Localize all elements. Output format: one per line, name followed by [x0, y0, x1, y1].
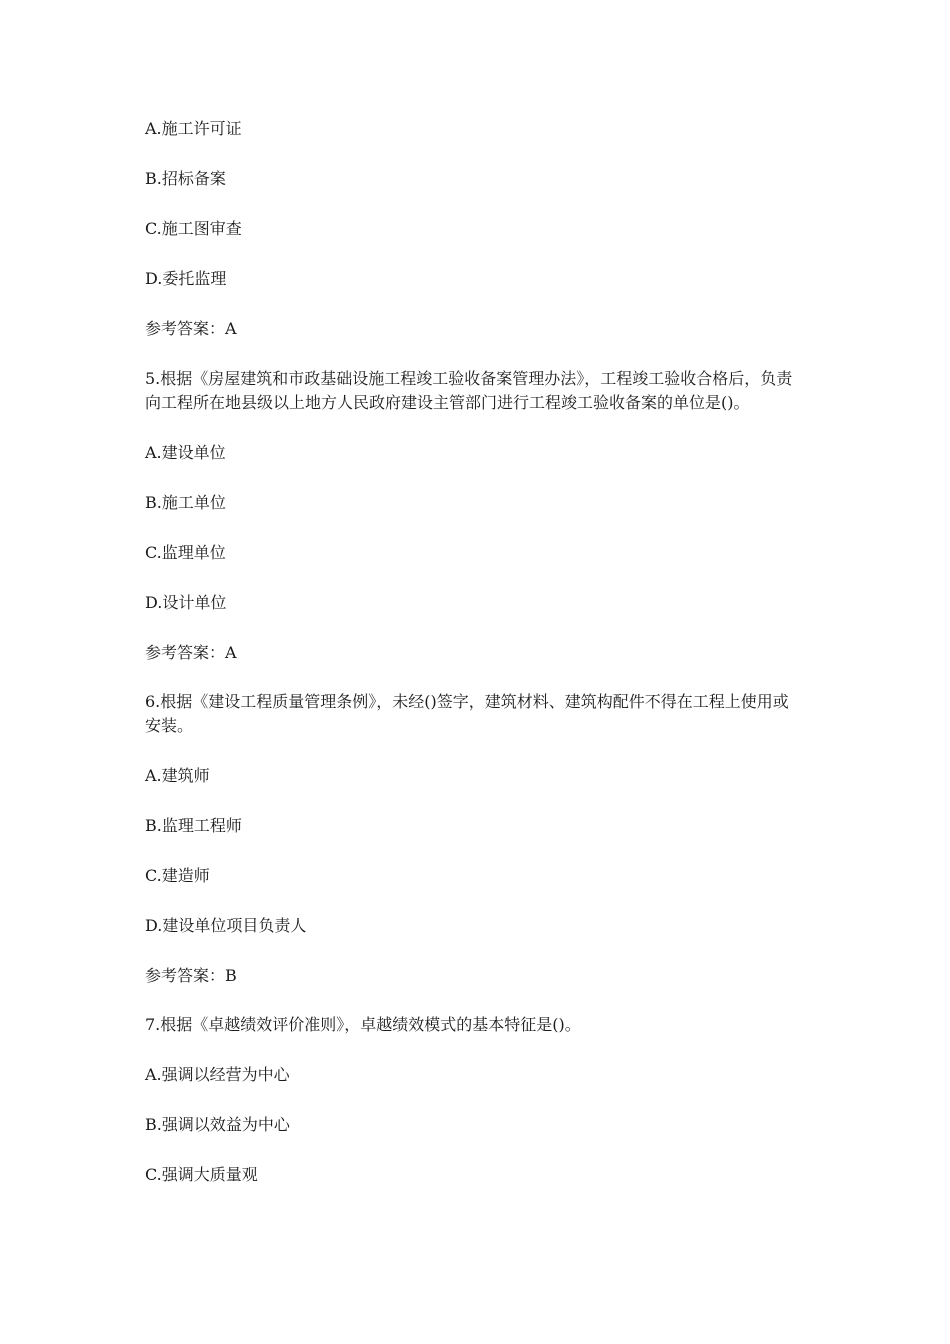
- q5-option-c: C.监理单位: [145, 543, 226, 562]
- q4-answer: 参考答案：A: [145, 319, 237, 338]
- q5-question-line2: 向工程所在地县级以上地方人民政府建设主管部门进行工程竣工验收备案的单位是()。: [145, 393, 750, 412]
- q6-option-c: C.建造师: [145, 866, 210, 885]
- q7-option-a: A.强调以经营为中心: [145, 1065, 290, 1084]
- q6-option-b: B.监理工程师: [145, 816, 242, 835]
- q4-option-d: D.委托监理: [145, 269, 227, 288]
- q6-question-line1: 6.根据《建设工程质量管理条例》，未经()签字，建筑材料、建筑构配件不得在工程上使用或: [145, 692, 789, 711]
- q4-option-a: A.施工许可证: [145, 119, 242, 138]
- q5-option-d: D.设计单位: [145, 593, 227, 612]
- q5-option-b: B.施工单位: [145, 493, 226, 512]
- q6-question-line2: 安装。: [145, 716, 194, 735]
- q5-answer: 参考答案：A: [145, 643, 237, 662]
- q4-option-b: B.招标备案: [145, 169, 226, 188]
- q7-option-c: C.强调大质量观: [145, 1165, 258, 1184]
- q7-question: 7.根据《卓越绩效评价准则》，卓越绩效模式的基本特征是()。: [145, 1015, 581, 1034]
- q6-option-d: D.建设单位项目负责人: [145, 916, 307, 935]
- q7-option-b: B.强调以效益为中心: [145, 1115, 290, 1134]
- q6-answer: 参考答案：B: [145, 966, 237, 985]
- q4-option-c: C.施工图审查: [145, 219, 242, 238]
- q6-option-a: A.建筑师: [145, 766, 210, 785]
- q5-question-line1: 5.根据《房屋建筑和市政基础设施工程竣工验收备案管理办法》，工程竣工验收合格后，负责: [145, 369, 793, 388]
- q5-option-a: A.建设单位: [145, 443, 226, 462]
